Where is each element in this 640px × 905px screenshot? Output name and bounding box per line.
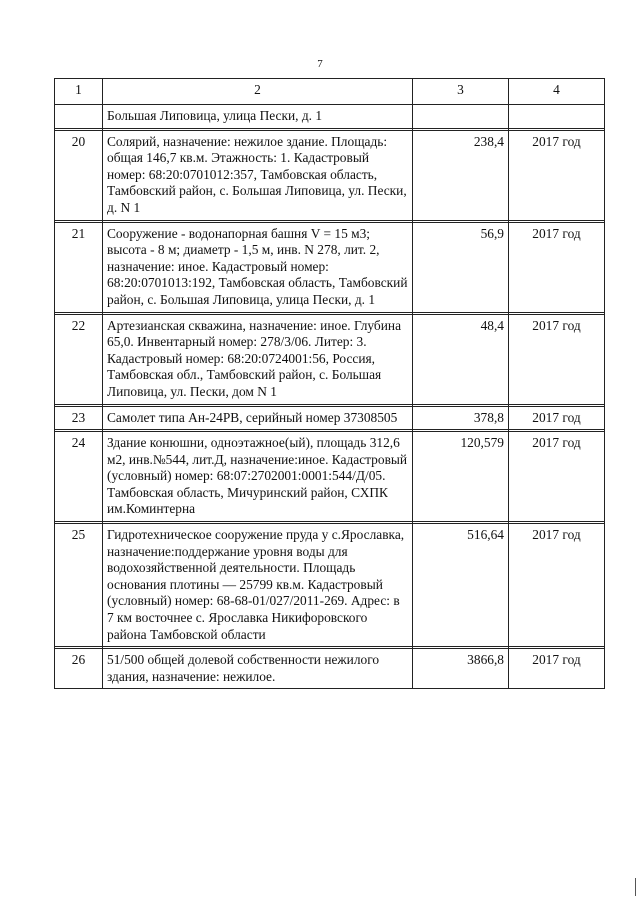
page-number: 7	[317, 58, 323, 70]
row-value: 238,4	[413, 130, 509, 220]
row-year	[509, 105, 605, 129]
table-header-row	[55, 79, 605, 105]
row-value: 516,64	[413, 524, 509, 647]
row-year: 2017 год	[509, 524, 605, 647]
row-year: 2017 год	[509, 130, 605, 220]
row-value: 56,9	[413, 222, 509, 312]
row-description: Здание конюшни, одноэтажное(ый), площадь 312,6 м2, инв.№544, лит.Д, назначение:иное. Кадастровый (условный) номер: 68:07:2702001:0001:544/Д/05. Тамбовская область, Мичуринский район, СХПК им.Коминтерна	[103, 432, 413, 522]
table-row	[55, 314, 605, 404]
row-description: Сооружение - водонапорная башня V = 15 м3; высота - 8 м; диаметр - 1,5 м, инв. N 278, лит. 2, назначение: иное. Кадастровый номер: 68:20:0701013:192, Тамбовская область, Тамбовский район, с. Большая Липовица, улица Пески, д. 1	[103, 222, 413, 312]
table-row	[55, 524, 605, 647]
row-number: 24	[55, 432, 103, 522]
row-year: 2017 год	[509, 649, 605, 689]
row-description: Самолет типа Ан-24РВ, серийный номер 37308505	[103, 406, 413, 430]
row-number: 20	[55, 130, 103, 220]
row-value	[413, 105, 509, 129]
row-value: 120,579	[413, 432, 509, 522]
row-year: 2017 год	[509, 432, 605, 522]
table-row	[55, 130, 605, 220]
row-number: 26	[55, 649, 103, 689]
row-description: 51/500 общей долевой собственности нежилого здания, назначение: нежилое.	[103, 649, 413, 689]
table-row	[55, 406, 605, 430]
table-row	[55, 649, 605, 689]
row-number: 23	[55, 406, 103, 430]
row-value: 378,8	[413, 406, 509, 430]
column-header-year: 4	[509, 79, 605, 105]
row-number	[55, 105, 103, 129]
row-year: 2017 год	[509, 406, 605, 430]
row-year: 2017 год	[509, 222, 605, 312]
row-year: 2017 год	[509, 314, 605, 404]
row-value: 3866,8	[413, 649, 509, 689]
property-registry-table	[54, 78, 605, 689]
row-number: 22	[55, 314, 103, 404]
row-value: 48,4	[413, 314, 509, 404]
scan-edge-mark	[635, 878, 636, 896]
column-header-description: 2	[103, 79, 413, 105]
column-header-value: 3	[413, 79, 509, 105]
table-row	[55, 105, 605, 129]
row-description: Большая Липовица, улица Пески, д. 1	[103, 105, 413, 129]
row-description: Гидротехническое сооружение пруда у с.Ярославка, назначение:поддержание уровня воды для водохозяйственной деятельности. Площадь основания плотины — 25799 кв.м. Кадастровый (условный) номер: 68-68-01/027/2011-269. Адрес: в 7 км восточнее с. Ярославка Никифоровского района Тамбовской области	[103, 524, 413, 647]
row-number: 21	[55, 222, 103, 312]
row-description: Артезианская скважина, назначение: иное. Глубина 65,0. Инвентарный номер: 278/3/06. Литер: 3. Кадастровый номер: 68:20:0724001:56, Россия, Тамбовская обл., Тамбовский район, с. Большая Липовица, ул. Пески, дом N 1	[103, 314, 413, 404]
table-row	[55, 432, 605, 522]
row-number: 25	[55, 524, 103, 647]
column-header-number: 1	[55, 79, 103, 105]
table-row	[55, 222, 605, 312]
row-description: Солярий, назначение: нежилое здание. Площадь: общая 146,7 кв.м. Этажность: 1. Кадастровый номер: 68:20:0701012:357, Тамбовская область, Тамбовский район, с. Большая Липовица, ул. Пески, д. N 1	[103, 130, 413, 220]
